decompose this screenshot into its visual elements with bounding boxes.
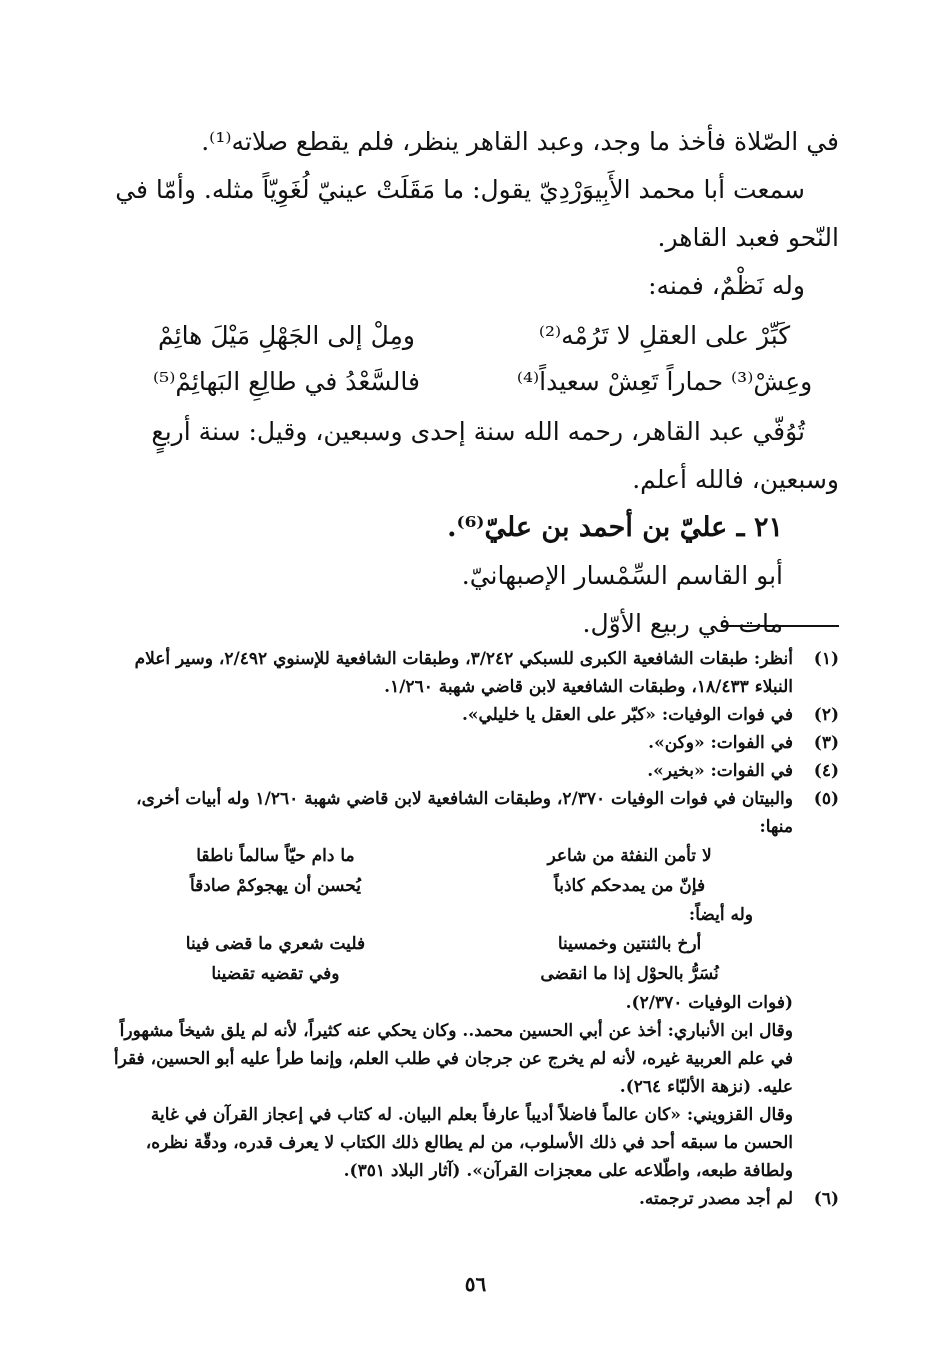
verse-line-1: [112, 316, 839, 356]
footnote-text: لم أجد مصدر ترجمته.: [639, 1189, 793, 1209]
footnote-anbari-quote: وقال ابن الأنباري: أخذ عن أبي الحسين محمد.. وكان يحكي عنه كثيراً، لأنه لم يلق شيخاً مشهوراً في علم العربية غيره، لأنه لم يخرج عن جرجان في طلب العلم، وإنما طرأ عليه أبو الحسين، فقرأ عليه. (نزهة الألبّاء ٢٦٤).: [113, 1021, 793, 1097]
footnote-text: في فوات الوفيات: «كبّر على العقل يا خليلي».: [461, 705, 793, 725]
footnote-text: في الفوات: «بخير».: [647, 761, 793, 781]
footnote-3: [112, 729, 839, 757]
footnote-number: (٤): [813, 761, 839, 781]
verse-1-second-hemistich: ومِلْ إلى الجَهْلِ مَيْلَ هائِمْ: [157, 321, 415, 350]
footnotes: [112, 645, 839, 1213]
footnote-text: والبيتان في فوات الوفيات ٢/٣٧٠، وطبقات الشافعية لابن قاضي شهبة ١/٢٦٠ وله أبيات أخرى، منها:: [136, 789, 793, 837]
main-text: [112, 118, 839, 648]
footnote-verse-1-second: ما دام حيّاً سالماً ناطقا: [196, 846, 355, 866]
footnote-verse-1: [112, 841, 793, 871]
footnote-verse-3-second: فليت شعري ما قضى فينا: [185, 934, 366, 954]
footnote-number: (٦): [813, 1189, 839, 1209]
page-number: ٥٦: [464, 1272, 487, 1296]
footnote-number: (٣): [813, 733, 839, 753]
paragraph-1: في الصّلاة فأخذ ما وجد، وعبد القاهر ينظر، فلم يقطع صلاته⁽¹⁾.: [201, 127, 839, 156]
footnote-verse-1-first: لا تأمن النفثة من شاعر: [547, 846, 712, 866]
footnote-text: أنظر: طبقات الشافعية الكبرى للسبكي ٣/٢٤٢، وطبقات الشافعية للإسنوي ٢/٤٩٢، وسير أعلام النبلاء ١٨/٤٣٣، وطبقات الشافعية لابن قاضي شهبة ١/٢٦٠.: [134, 649, 793, 697]
verse-line-2: [112, 362, 839, 402]
entry-line-2: مات في ربيع الأوّل.: [582, 609, 783, 638]
footnote-verse-2-second: يُحسن أن يهجوكمْ صادقاً: [189, 876, 361, 896]
footnote-verse-4-second: وفي تقضيه تقضينا: [211, 964, 340, 984]
paragraph-2: سمعت أبا محمد الأَبِيوَرْدِيّ يقول: ما مَقَلَتْ عينيّ لُغَوِيّاً مثله. وأمّا في النّحو فعبد القاهر.: [115, 175, 839, 252]
entry-title: ٢١ ـ عليّ بن أحمد بن عليّ⁽⁶⁾.: [447, 512, 783, 543]
footnote-4: [112, 757, 839, 785]
paragraph-4: تُوُفّي عبد القاهر، رحمه الله سنة إحدى وسبعين، وقيل: سنة أربعٍ وسبعين، فالله أعلم.: [151, 417, 839, 494]
footnote-2: [112, 701, 839, 729]
entry-line-1: أبو القاسم السِّمْسار الإصبهانيّ.: [461, 561, 783, 590]
footnote-qazwini-quote: وقال القزويني: «كان عالماً فاضلاً أديباً عارفاً بعلم البيان. له كتاب في إعجاز القرآن في غاية الحسن ما سبقه أحد في ذلك الأسلوب، من لم يطالع ذلك الكتاب لا يعرف قدره، ودقّة نظره، ولطافة طبعه، واطّلاعه على معجزات القرآن». (آثار البلاد ٣٥١).: [145, 1105, 793, 1181]
footnote-divider: [721, 625, 839, 627]
footnote-text: في الفوات: «وكن».: [648, 733, 793, 753]
footnote-1: [112, 645, 839, 701]
paragraph-3: وله نَظْمٌ، فمنه:: [648, 271, 805, 300]
footnote-verse-3-first: أرخ بالثنتين وخمسينا: [557, 934, 702, 954]
footnote-verse-2-first: فإنّ من يمدحكم كاذباً: [554, 876, 706, 896]
footnote-number: (٥): [813, 789, 839, 809]
footnote-6: [112, 1185, 839, 1213]
footnote-number: (١): [813, 649, 839, 669]
footnote-reference: (فوات الوفيات ٢/٣٧٠).: [625, 993, 793, 1013]
footnote-verse-4: [112, 959, 793, 989]
footnote-verse-4-first: نُسَرُّ بالحوْل إذا ما انقضى: [540, 964, 719, 984]
footnote-verse-3: [112, 929, 793, 959]
verse-2-second-hemistich: فالسَّعْدُ في طالِعِ البَهائِمْ⁽⁵⁾: [153, 367, 420, 396]
footnote-number: (٢): [813, 705, 839, 725]
verse-2-first-hemistich: وعِشْ⁽³⁾ حماراً تَعِشْ سعيداً⁽⁴⁾: [516, 367, 813, 396]
footnote-5: [112, 785, 839, 1185]
footnote-verse-2: [112, 871, 793, 901]
footnote-also-label: وله أيضاً:: [688, 905, 753, 925]
verse-1-first-hemistich: كَبِّرْ على العقلِ لا تَرُمْه⁽²⁾: [538, 321, 791, 350]
